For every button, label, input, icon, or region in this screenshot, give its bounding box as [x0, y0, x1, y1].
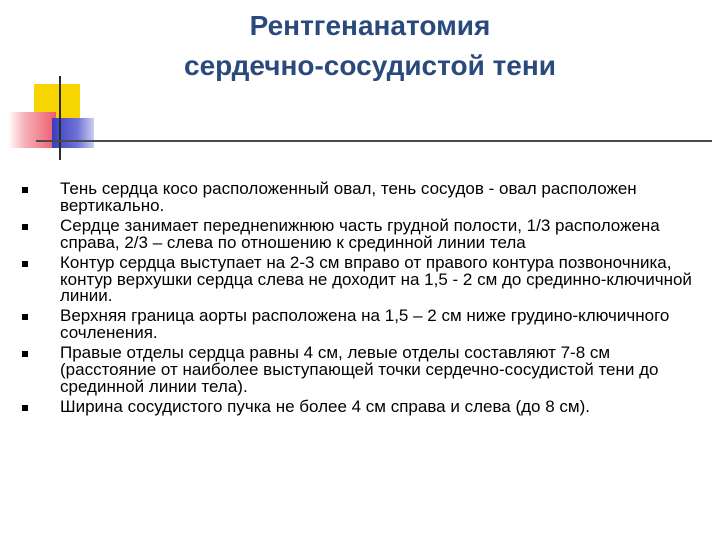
bullet-square-icon: [22, 187, 28, 193]
bullet-square-icon: [22, 405, 28, 411]
slide-title-line-2: сердечно-сосудистой тени: [184, 50, 556, 81]
bullet-item: [22, 396, 708, 416]
bullet-text: Контур сердца выступает на 2-3 см вправо от правого контура позвоночника, контур верхушки сердца слева не доходит на 1,5 - 2 см до срединно-ключичной линии.: [60, 252, 692, 306]
decor-red-square: [8, 112, 56, 148]
bullet-list: [22, 181, 708, 419]
title-divider-line: [36, 140, 712, 142]
bullet-item: [22, 345, 708, 396]
bullet-square-icon: [22, 351, 28, 357]
bullet-item: [22, 308, 708, 342]
bullet-item: [22, 181, 708, 215]
decor-vertical-line: [59, 76, 61, 160]
bullet-square-icon: [22, 314, 28, 320]
bullet-text: Верхняя граница аорты расположена на 1,5 – 2 см ниже грудино-ключичного сочленения.: [60, 306, 670, 343]
slide-title-line-1: Рентгенанатомия: [249, 10, 491, 41]
bullet-text: Сердце занимает переднenижнюю часть грудной полости, 1/3 расположена справа, 2/3 – слева по отношению к срединной линии тела: [60, 215, 660, 252]
bullet-item: [22, 252, 708, 306]
bullet-text: Правые отделы сердца равны 4 см, левые отделы составляют 7-8 см (расстояние от наиболее выступающей точки сердечно-сосудистой тени до срединной линии тела).: [60, 343, 659, 396]
bullet-text: Ширина сосудистого пучка не более 4 см справа и слева (до 8 см).: [60, 396, 590, 416]
bullet-square-icon: [22, 224, 28, 230]
bullet-item: [22, 215, 708, 252]
slide-title: [150, 6, 590, 86]
bullet-square-icon: [22, 261, 28, 267]
bullet-text: Тень сердца косо расположенный овал, тень сосудов - овал расположен вертикально.: [60, 179, 637, 215]
